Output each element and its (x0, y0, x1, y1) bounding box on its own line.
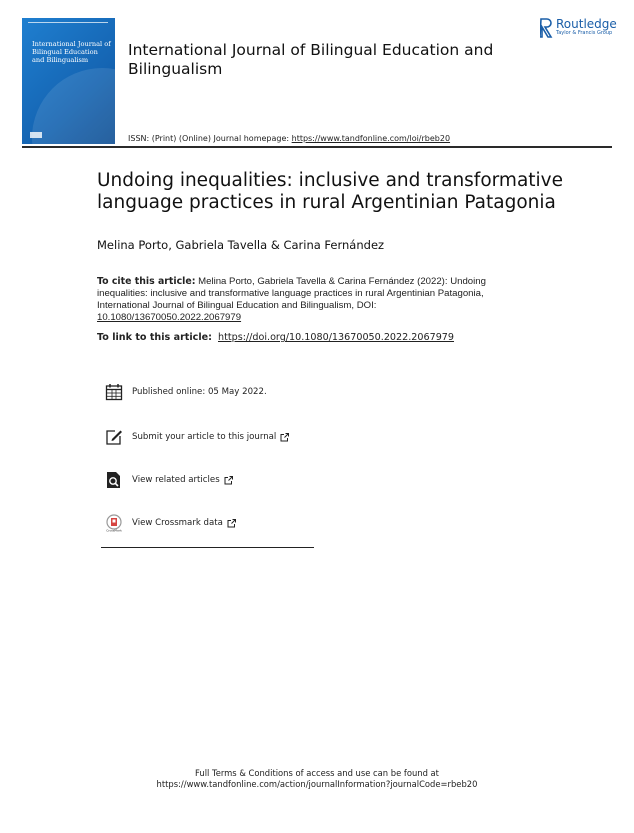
article-link-line (97, 332, 454, 343)
submit-article-link[interactable] (104, 426, 289, 448)
crossmark-text: View Crossmark data (132, 518, 223, 528)
external-link-icon (224, 476, 233, 485)
citation-block (97, 276, 507, 324)
cite-text: Melina Porto, Gabriela Tavella & Carina Fernández (2022): Undoing inequalities: inclusive and transformative language practices in rural Argentinian Patagonia, International Journal of Bilingual Education and Bilingualism, DOI: (97, 276, 486, 311)
related-articles-text: View related articles (132, 475, 220, 485)
issn-prefix: ISSN: (Print) (Online) Journal homepage: (128, 134, 292, 143)
crossmark-icon (104, 513, 124, 533)
publisher-name: Routledge (556, 17, 617, 31)
article-authors: Melina Porto, Gabriela Tavella & Carina Fernández (97, 238, 385, 252)
journal-title: International Journal of Bilingual Education and Bilingualism (128, 41, 494, 78)
article-title: Undoing inequalities: inclusive and transformative language practices in rural Argentinian Patagonia (97, 170, 564, 213)
routledge-r-icon (540, 18, 553, 38)
journal-homepage-link[interactable]: https://www.tandfonline.com/loi/rbeb20 (291, 134, 451, 143)
published-online-item (104, 381, 267, 403)
external-link-icon (227, 519, 236, 528)
link-label: To link to this article: (97, 332, 212, 343)
cover-rule (28, 22, 108, 23)
actions-divider (101, 547, 314, 548)
cite-label: To cite this article: (97, 276, 196, 287)
issn-line (128, 134, 450, 143)
calendar-icon (104, 382, 124, 402)
header-divider (22, 146, 612, 148)
article-doi-link[interactable]: https://doi.org/10.1080/13670050.2022.2067979 (218, 332, 455, 343)
footer-terms-link[interactable]: https://www.tandfonline.com/action/journalInformation?journalCode=rbeb20 (156, 779, 478, 789)
edit-icon (104, 427, 124, 447)
published-online-text: Published online: 05 May 2022. (132, 387, 267, 397)
svg-text:CrossMark: CrossMark (106, 528, 122, 532)
footer-terms-text: Full Terms & Conditions of access and use can be found at (195, 768, 439, 778)
search-document-icon (104, 470, 124, 490)
submit-article-text: Submit your article to this journal (132, 432, 277, 442)
cover-wave (32, 68, 115, 144)
related-articles-link[interactable] (104, 469, 233, 491)
publisher-logo (540, 18, 620, 42)
cover-publisher-logo (30, 132, 42, 138)
cite-doi-link[interactable]: 10.1080/13670050.2022.2067979 (97, 312, 242, 323)
publisher-tagline: Taylor & Francis Group (556, 30, 613, 36)
journal-cover (22, 18, 115, 144)
footer (0, 768, 634, 790)
crossmark-link[interactable] (104, 512, 236, 534)
external-link-icon (280, 433, 289, 442)
cover-title: International Journal of Bilingual Education and Bilingualism (32, 40, 111, 64)
